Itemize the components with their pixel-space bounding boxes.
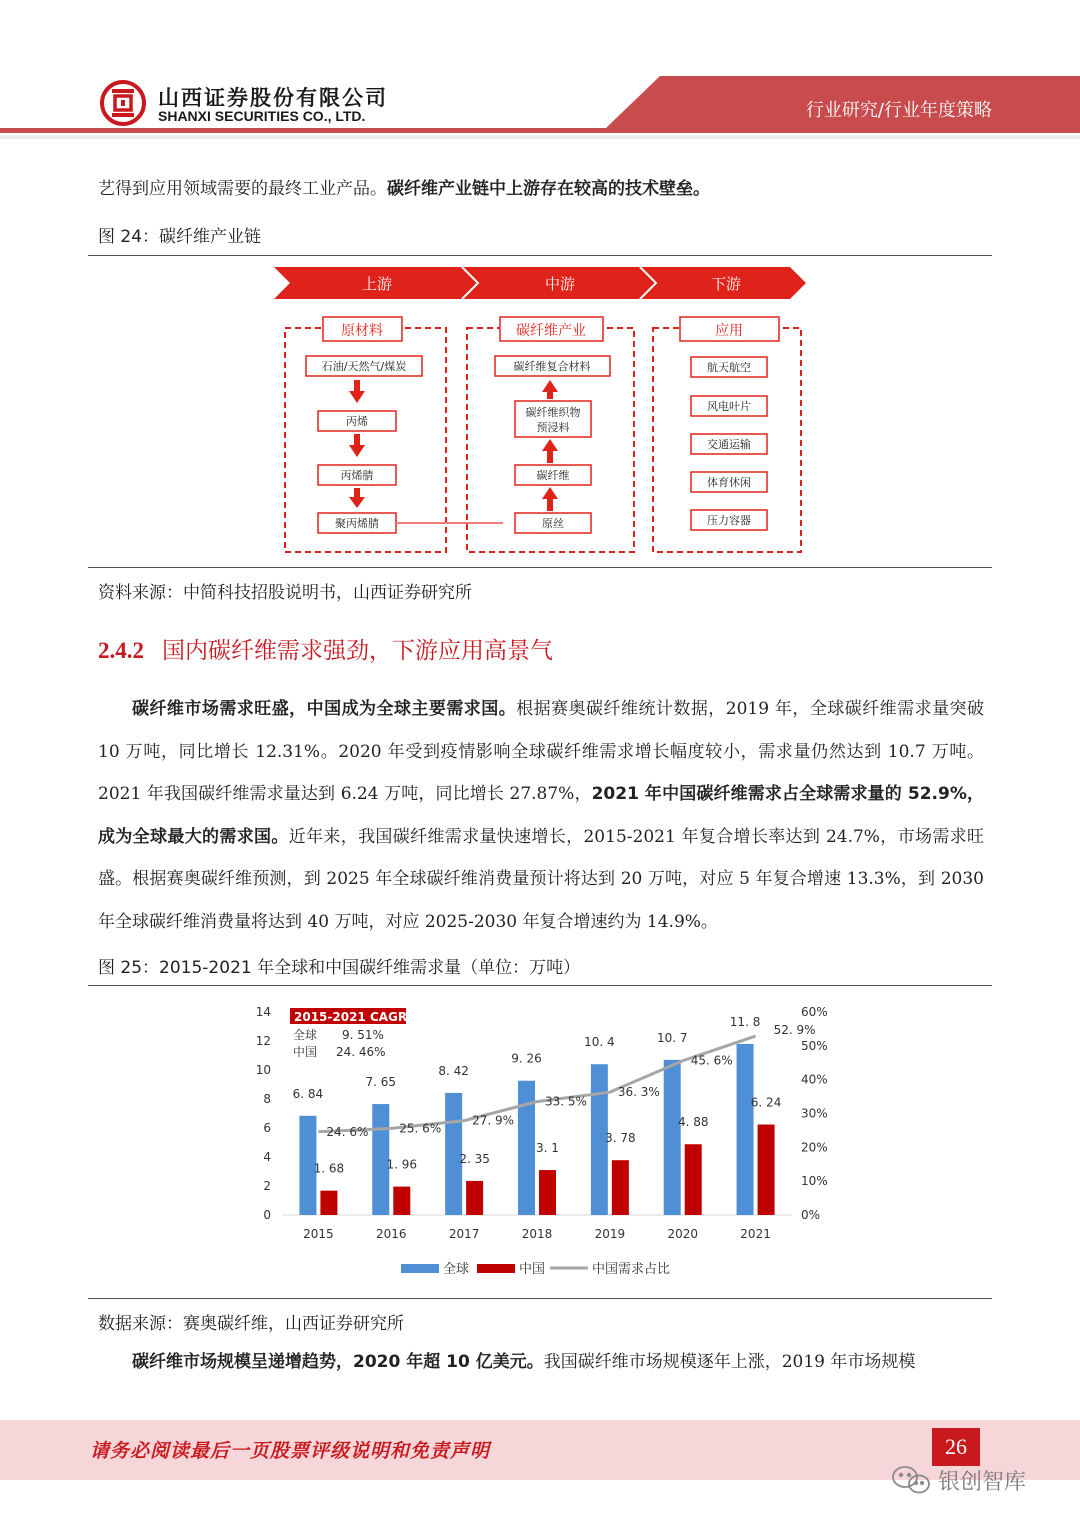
section-number: 2.4.2 [98, 638, 144, 663]
industry-up-arrows [542, 380, 558, 511]
cagr-global-name: 全球 [293, 1028, 318, 1042]
y-left-tick-label: 8 [263, 1092, 271, 1106]
raw-down-arrows [349, 380, 365, 508]
industry-chain-diagram [0, 256, 1080, 566]
bar-china-2015 [320, 1191, 337, 1215]
x-tick-label: 2019 [594, 1227, 626, 1241]
figure25-bottom-rule [88, 1298, 992, 1299]
bar-china-2020 [685, 1144, 702, 1215]
intro-bold: 碳纤维产业链中上游存在较高的技术壁垒。 [387, 179, 710, 199]
bar-china-2016 [393, 1187, 410, 1215]
industry-item-prepreg: 预浸料 [536, 421, 570, 434]
y-left-tick-label: 10 [255, 1063, 271, 1077]
raw-materials-label: 原材料 [341, 323, 383, 339]
data-label-global: 9. 26 [511, 1051, 542, 1066]
report-category: 行业研究/行业年度策略 [805, 100, 992, 121]
figure25-title: 图 25：2015-2021 年全球和中国碳纤维需求量（单位：万吨） [98, 958, 581, 978]
data-label-global: 11. 8 [729, 1014, 761, 1029]
market-bold-1: 碳纤维市场规模呈递增趋势，2020 年超 10 亿美元。 [132, 1352, 544, 1372]
figure24-title: 图 24：碳纤维产业链 [98, 227, 262, 247]
industry-item-carbon-fiber: 碳纤维 [536, 469, 570, 482]
industry-item-precursor: 原丝 [542, 517, 564, 530]
wechat-icon [893, 1467, 929, 1493]
y-right-tick-label: 30% [801, 1106, 828, 1121]
legend-china-label: 中国 [519, 1262, 546, 1277]
y-left-tick-label: 0 [263, 1208, 271, 1222]
y-right-tick-label: 40% [801, 1072, 828, 1087]
legend-share-label: 中国需求占比 [592, 1262, 671, 1277]
y-left-tick-label: 2 [263, 1179, 271, 1193]
raw-item-oil-gas-coal: 石油/天然气/煤炭 [321, 360, 407, 373]
legend-global-label: 全球 [443, 1262, 470, 1277]
x-axis-labels [303, 1227, 771, 1241]
demand-bold-1: 碳纤维市场需求旺盛，中国成为全球主要需求国。 [132, 699, 517, 719]
data-label-share: 45. 6% [690, 1053, 733, 1068]
figure24-source: 资料来源：中简科技招股说明书，山西证券研究所 [98, 583, 472, 603]
demand-text-2: 近年来，我国碳纤维需求量快速增长，2015-2021 年复合增长率达到 24.7%，市场需求旺盛。根据赛奥碳纤维预测，到 2025 年全球碳纤维消费量预计将达到 20 万吨，对应 5 年复合增速 13.3%，到 2030 年全球碳纤维消费量将达到 40 万吨，对应 2025-2030 年复合增速约为 14.9%。 [98, 826, 984, 932]
x-tick-label: 2016 [376, 1227, 407, 1241]
app-item-pressure-vessel: 压力容器 [707, 514, 751, 527]
y-left-tick-label: 14 [255, 1005, 271, 1019]
data-label-global: 10. 4 [584, 1035, 615, 1050]
y-left-tick-label: 6 [263, 1121, 271, 1135]
y-right-tick-label: 50% [801, 1038, 828, 1053]
bar-china-2017 [466, 1181, 483, 1215]
app-item-aerospace: 航天航空 [707, 361, 751, 374]
cagr-china-name: 中国 [293, 1045, 318, 1059]
figure25-source: 数据来源：赛奥碳纤维，山西证券研究所 [98, 1314, 404, 1334]
market-text-1: 我国碳纤维市场规模逐年上涨，2019 年市场规模 [543, 1352, 916, 1372]
cagr-box [290, 1008, 407, 1059]
bar-global-2021 [737, 1044, 754, 1215]
legend-china-swatch [477, 1264, 515, 1273]
demand-bold-2: 2021 年中国碳纤维需求占全球需求量的 52.9%，成为全球最大的需求国。 [98, 784, 984, 847]
chart-legend [401, 1261, 670, 1277]
x-tick-label: 2020 [667, 1227, 698, 1241]
industry-item-fabric: 碳纤维织物 [525, 406, 581, 419]
y-axis-left [256, 1005, 271, 1222]
app-item-transport: 交通运输 [707, 438, 751, 451]
stage-downstream-label: 下游 [710, 275, 742, 293]
company-name-cn: 山西证券股份有限公司 [158, 86, 388, 110]
bar-china-2019 [612, 1160, 629, 1215]
data-label-share: 24. 6% [326, 1124, 369, 1139]
bar-global-2020 [664, 1060, 681, 1215]
watermark-text: 银创智库 [938, 1470, 1027, 1495]
cagr-china-value: 24. 46% [336, 1045, 386, 1059]
stage-upstream-label: 上游 [361, 275, 393, 293]
cagr-global-value: 9. 51% [342, 1028, 384, 1042]
data-label-share: 25. 6% [399, 1121, 442, 1136]
company-logo [100, 80, 400, 130]
data-label-global: 10. 7 [656, 1030, 688, 1045]
y-right-tick-label: 10% [801, 1174, 828, 1189]
x-tick-label: 2021 [740, 1227, 771, 1241]
intro-paragraph [98, 168, 984, 211]
data-label-global: 6. 84 [292, 1086, 324, 1101]
data-label-share: 36. 3% [617, 1085, 660, 1100]
y-left-tick-label: 4 [263, 1150, 271, 1164]
data-label-china: 3. 1 [536, 1141, 559, 1156]
applications-label: 应用 [715, 323, 743, 339]
demand-paragraph [98, 688, 984, 943]
figure24-bottom-rule [88, 567, 992, 568]
app-item-wind-blade: 风电叶片 [707, 400, 751, 413]
data-label-global: 7. 65 [365, 1075, 397, 1090]
y-right-tick-label: 60% [801, 1005, 828, 1019]
data-label-china: 6. 24 [750, 1095, 782, 1110]
app-item-sports: 体育休闲 [707, 476, 751, 489]
carbon-fiber-industry-label: 碳纤维产业 [516, 323, 586, 339]
x-tick-label: 2017 [448, 1227, 480, 1241]
data-label-china: 1. 96 [386, 1157, 418, 1172]
y-axis-right [801, 1005, 828, 1222]
section-title: 国内碳纤维需求强劲，下游应用高景气 [162, 638, 553, 664]
data-label-china: 4. 88 [677, 1115, 709, 1130]
data-label-global: 8. 42 [438, 1063, 469, 1078]
industry-item-composite: 碳纤维复合材料 [513, 360, 591, 373]
bar-china-2021 [758, 1125, 775, 1215]
data-label-china: 2. 35 [459, 1151, 490, 1166]
market-paragraph [98, 1341, 984, 1384]
footer-disclaimer: 请务必阅读最后一页股票评级说明和免责声明 [90, 1440, 491, 1462]
section-heading [98, 632, 553, 665]
logo-mark-icon [100, 80, 146, 126]
data-label-share: 52. 9% [773, 1023, 816, 1038]
y-left-tick-label: 12 [255, 1034, 271, 1048]
raw-item-polyacrylonitrile: 聚丙烯腈 [335, 517, 379, 530]
demand-text-1: 根据赛奥碳纤维统计数据，2019 年，全球碳纤维需求量突破 10 万吨，同比增长 12.31%。2020 年受到疫情影响全球碳纤维需求增长幅度较小，需求量仍然达到 10.7 万吨。2021 年我国碳纤维需求量达到 6.24 万吨，同比增长 27.87%， [98, 699, 984, 804]
y-right-tick-label: 0% [801, 1208, 821, 1222]
intro-text: 艺得到应用领域需要的最终工业产品。 [98, 179, 387, 199]
stage-midstream-label: 中游 [544, 275, 576, 293]
demand-chart [0, 990, 1080, 1295]
bar-china-2018 [539, 1170, 556, 1215]
cagr-header: 2015-2021 CAGR [294, 1010, 408, 1024]
page-header [0, 0, 1080, 150]
figure25-top-rule [88, 985, 992, 986]
company-name-en: SHANXI SECURITIES CO., LTD. [158, 108, 366, 124]
bar-global-2018 [518, 1081, 535, 1215]
page-number: 26 [932, 1428, 980, 1466]
raw-item-propylene: 丙烯 [346, 415, 368, 428]
x-tick-label: 2015 [303, 1227, 334, 1241]
data-label-share: 27. 9% [472, 1113, 515, 1128]
raw-item-acrylonitrile: 丙烯腈 [340, 469, 374, 482]
y-right-tick-label: 20% [801, 1140, 828, 1155]
data-label-china: 3. 78 [605, 1131, 636, 1146]
x-tick-label: 2018 [521, 1227, 553, 1241]
data-label-share: 33. 5% [545, 1094, 587, 1109]
legend-global-swatch [401, 1264, 439, 1273]
data-label-china: 1. 68 [313, 1161, 345, 1176]
